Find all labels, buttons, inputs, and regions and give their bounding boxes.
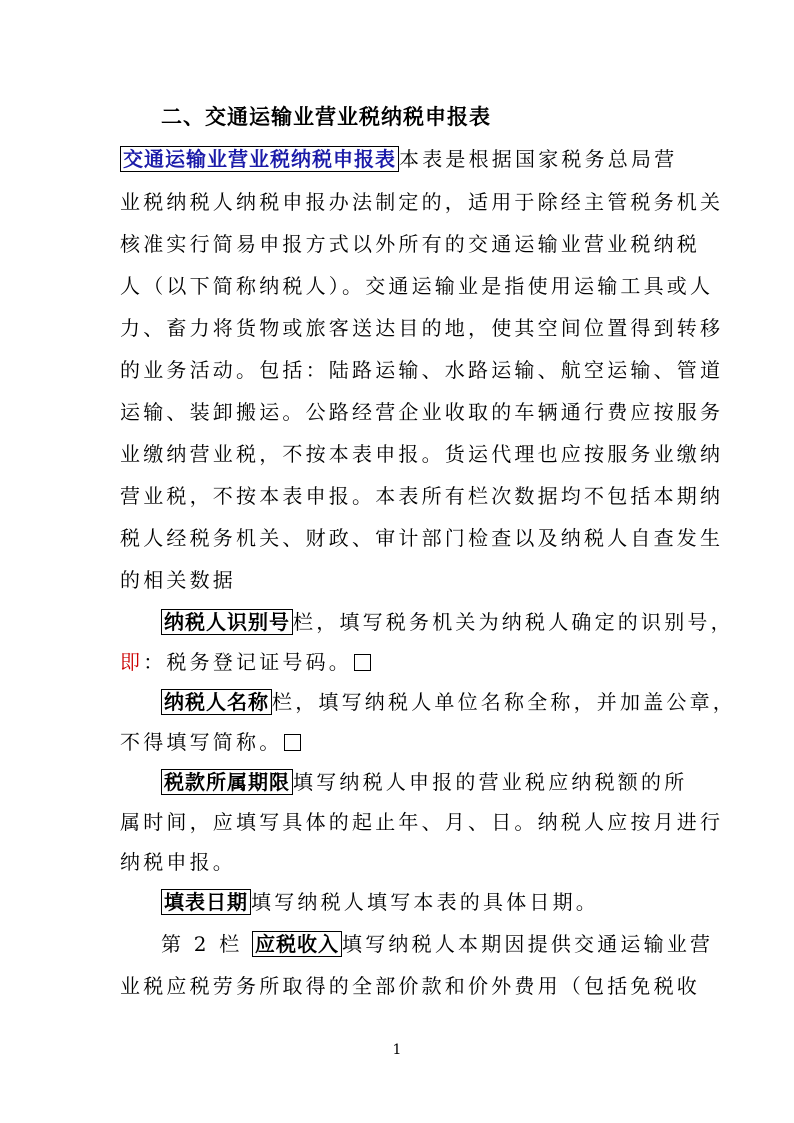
red-char: 即 [120, 650, 144, 674]
taxpayer-id-text: 栏，填写税务机关为纳税人确定的识别号， [293, 610, 734, 634]
taxpayer-id-box: 纳税人识别号 [161, 609, 293, 635]
intro-line-9: 营业税，不按本表申报。本表所有栏次数据均不包括本期纳 [120, 484, 724, 508]
taxpayer-name-line-1 [161, 688, 736, 716]
intro-line-1 [120, 145, 678, 173]
intro-line-6: 的业务活动。包括：陆路运输、水路运输、航空运输、管道 [120, 358, 724, 382]
tax-period-line-2: 属时间，应填写具体的起止年、月、日。纳税人应按月进行 [120, 810, 724, 834]
tax-period-box: 税款所属期限 [161, 769, 293, 795]
intro-line-10: 税人经税务机关、财政、审计部门检查以及纳税人自查发生 [120, 526, 724, 550]
taxpayer-id-text-2: ：税务登记证号码。 [143, 650, 353, 674]
intro-line-4: 人（以下简称纳税人）。交通运输业是指使用运输工具或人 [120, 274, 714, 298]
intro-line-11: 的相关数据 [120, 568, 236, 592]
col2-line-2: 业税应税劳务所取得的全部价款和价外费用（包括免税收 [120, 974, 700, 998]
taxpayer-name-text-2: 不得填写简称。 [120, 730, 283, 754]
tax-period-line-1 [161, 768, 688, 796]
col2-line-1 [161, 930, 714, 958]
intro-text: 本表是根据国家税务总局营 [399, 147, 678, 171]
intro-line-3: 核准实行简易申报方式以外所有的交通运输业营业税纳税 [120, 232, 700, 256]
intro-line-2: 业税纳税人纳税申报办法制定的，适用于除经主管税务机关 [120, 190, 724, 214]
intro-line-7: 运输、装卸搬运。公路经营企业收取的车辆通行费应按服务 [120, 400, 724, 424]
fill-date-text: 填写纳税人填写本表的具体日期。 [251, 890, 599, 914]
taxable-income-box: 应税收入 [252, 931, 342, 957]
taxpayer-name-box: 纳税人名称 [161, 689, 272, 715]
checkbox-icon [284, 734, 301, 751]
taxpayer-id-line-1 [161, 608, 734, 636]
col2-text: 填写纳税人本期因提供交通运输业营 [342, 932, 714, 956]
intro-line-8: 业缴纳营业税，不按本表申报。货运代理也应按服务业缴纳 [120, 442, 724, 466]
fill-date-box: 填表日期 [161, 889, 251, 915]
taxpayer-name-line-2 [120, 728, 675, 756]
section-heading: 二、交通运输业营业税纳税申报表 [161, 104, 491, 129]
taxpayer-name-text: 栏，填写纳税人单位名称全称，并加盖公章， [272, 690, 736, 714]
page-number: 1 [392, 1042, 402, 1058]
checkbox-icon [354, 654, 371, 671]
col2-prefix: 第 2 栏 [161, 932, 243, 956]
tax-period-text: 填写纳税人申报的营业税应纳税额的所 [293, 770, 688, 794]
taxpayer-id-line-2 [120, 648, 675, 676]
tax-period-line-3: 纳税申报。 [120, 850, 236, 874]
intro-line-5: 力、畜力将货物或旅客送达目的地，使其空间位置得到转移 [120, 316, 724, 340]
form-title-box: 交通运输业营业税纳税申报表 [120, 146, 399, 172]
fill-date-line [161, 888, 675, 916]
